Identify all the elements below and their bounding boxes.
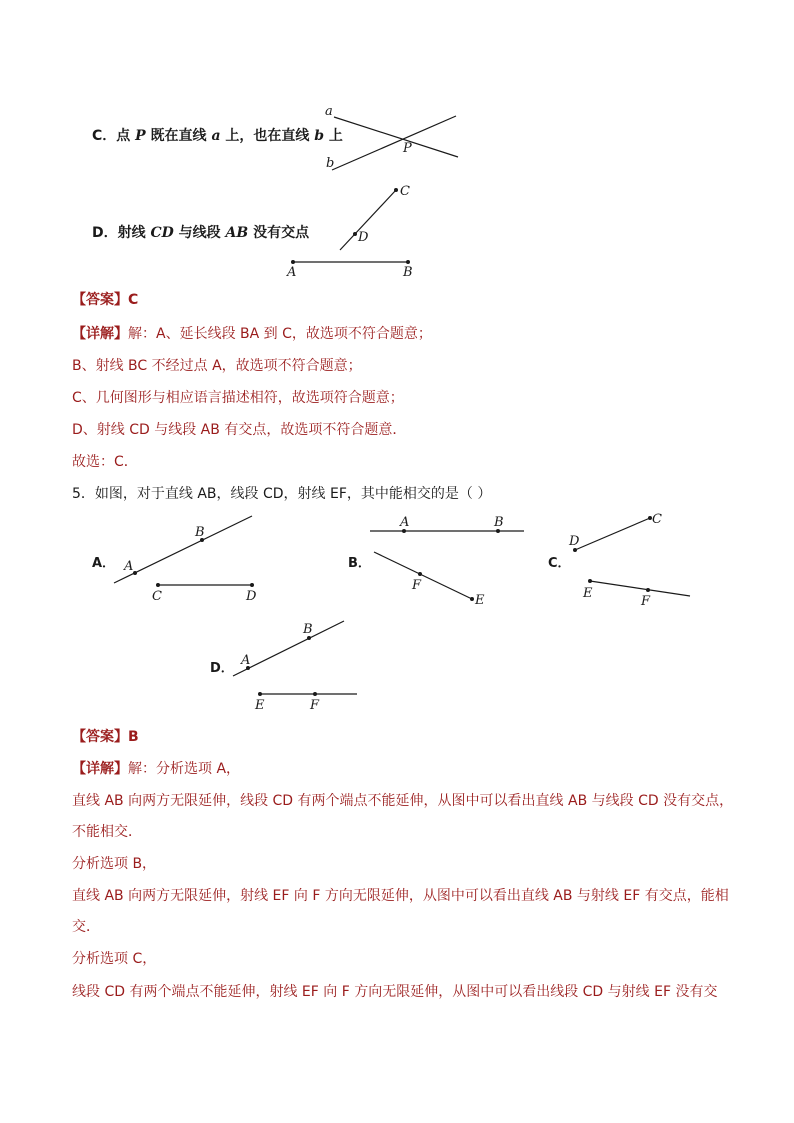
- q5-para-a-line-1: 直线 AB 向两方无限延伸，线段 CD 有两个端点不能延伸，从图中可以看出直线 AB 与线段 CD 没有交点，: [72, 793, 734, 809]
- q5-figd-label-f: F: [310, 698, 320, 713]
- q4-detail-tag: 【详解】: [72, 326, 128, 342]
- q4-figc-label-b: b: [326, 156, 335, 171]
- q4-figd-label-c: C: [400, 184, 410, 199]
- q5-option-d-label: D．: [210, 661, 234, 676]
- q4-optc-mid2: 上，也在直线: [220, 128, 315, 144]
- q4-detail-line-4: D、射线 CD 与线段 AB 有交点，故选项不符合题意．: [72, 422, 407, 438]
- q4-detail-line-2: B、射线 BC 不经过点 A，故选项不符合题意；: [72, 358, 362, 374]
- q5-option-c-label: C．: [548, 556, 571, 571]
- q5-answer: [72, 728, 139, 746]
- q5-figa-label-d: D: [246, 589, 257, 604]
- q5-para-b-line-2: 交．: [72, 919, 100, 935]
- q4-detail-text-1: 解：A、延长线段 BA 到 C，故选项不符合题意；: [128, 326, 432, 342]
- q5-figd-label-e: E: [255, 698, 265, 713]
- q4-answer-value: C: [128, 292, 139, 308]
- q5-figc-label-c: C: [652, 512, 662, 527]
- q5-stem: 5．如图，对于直线 AB，线段 CD，射线 EF，其中能相交的是（ ）: [72, 486, 492, 502]
- q5-figd-point-f: [313, 692, 317, 696]
- q5-detail-tag: 【详解】: [72, 761, 128, 777]
- q4-optd-suffix: 没有交点: [248, 225, 310, 241]
- q4-figd-label-a: A: [287, 265, 297, 280]
- q5-figa-label-c: C: [152, 589, 162, 604]
- q4-optc-p: P: [135, 128, 146, 144]
- q5-figa-label-a: A: [124, 559, 134, 574]
- q5-option-b-label: B．: [348, 556, 371, 571]
- q4-figc-label-p: P: [403, 141, 412, 156]
- q5-figb-label-b: B: [494, 515, 504, 530]
- q5-para-a-line-2: 不能相交．: [72, 824, 142, 840]
- q5-para-b-line-1: 直线 AB 向两方无限延伸，射线 EF 向 F 方向无限延伸，从图中可以看出直线 AB 与射线 EF 有交点，能相: [72, 888, 729, 904]
- q5-figd-point-e: [258, 692, 262, 696]
- q4-optd-ab: AB: [225, 225, 249, 241]
- q4-optc-suffix: 上: [324, 128, 343, 144]
- q4-figd-label-d: D: [358, 230, 369, 245]
- q4-answer-tag: 【答案】: [72, 292, 128, 308]
- q5-option-a-label: A．: [92, 556, 116, 571]
- q5-figa-label-b: B: [195, 525, 205, 540]
- q4-figd-label-b: B: [403, 265, 413, 280]
- q4-detail-line-3: C、几何图形与相应语言描述相符，故选项符合题意；: [72, 390, 404, 406]
- q5-detail-line-1: [72, 760, 240, 778]
- q5-figb-label-f: F: [412, 578, 422, 593]
- q5-answer-value: B: [128, 729, 139, 745]
- q4-optd-prefix: D．射线: [92, 225, 151, 241]
- q4-optd-cd: CD: [150, 225, 174, 241]
- q4-optc-b: b: [314, 128, 325, 144]
- q5-detail-text-1: 解：分析选项 A，: [128, 761, 241, 777]
- q4-optd-mid: 与线段: [173, 225, 226, 241]
- q5-figc-label-e: E: [583, 586, 593, 601]
- q4-conclusion: 故选：C．: [72, 454, 138, 470]
- q4-figc-label-a: a: [325, 104, 333, 119]
- q5-head-b: 分析选项 B，: [72, 856, 157, 872]
- q5-figc-label-d: D: [569, 534, 580, 549]
- q5-para-c-line-1: 线段 CD 有两个端点不能延伸，射线 EF 向 F 方向无限延伸，从图中可以看出线段 CD 与射线 EF 没有交: [72, 984, 718, 1000]
- q5-figc-label-f: F: [641, 594, 651, 609]
- q4-optc-prefix: C．点: [92, 128, 136, 144]
- q4-optc-a: a: [211, 128, 221, 144]
- q4-optc-mid1: 既在直线: [145, 128, 212, 144]
- q5-figd-label-b: B: [303, 622, 313, 637]
- q5-figd-label-a: A: [241, 653, 251, 668]
- q5-answer-tag: 【答案】: [72, 729, 128, 745]
- q5-head-c: 分析选项 C，: [72, 951, 157, 967]
- q5-figb-label-e: E: [475, 593, 485, 608]
- q5-figb-label-a: A: [400, 515, 410, 530]
